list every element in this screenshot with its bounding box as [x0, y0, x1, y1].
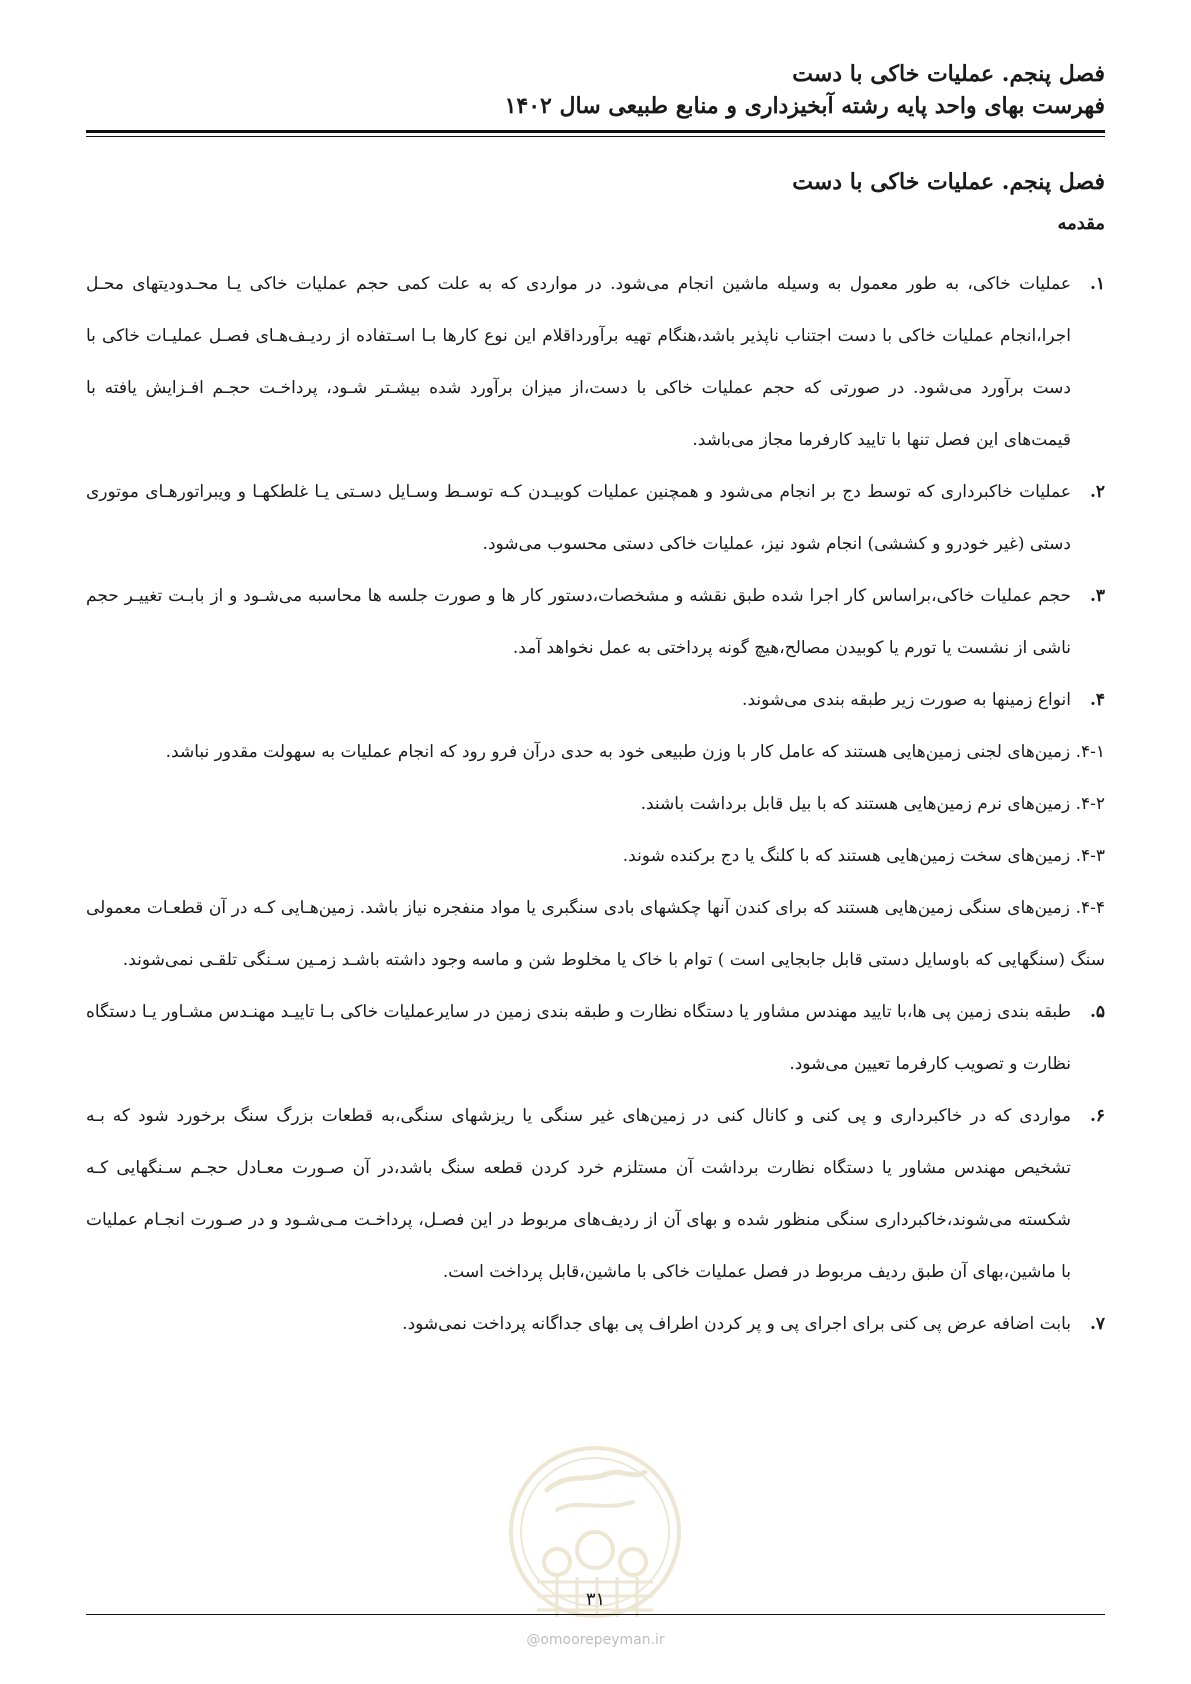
- page-content: [86, 160, 1105, 1350]
- watermark-gear-left-icon: [544, 1549, 570, 1575]
- header-chapter-title: فصل پنجم. عملیات خاکی با دست: [792, 61, 1105, 87]
- list-item-number: ۳.: [1089, 586, 1105, 606]
- list-item: [86, 570, 1105, 674]
- list-item: [86, 1090, 1105, 1298]
- section-subtitle: مقدمه: [1057, 213, 1105, 234]
- list-item-text: مواردی که در خاکبرداری و پی کنی و کانال کنی در زمین‌های غیر سنگی یا ریزشهای سنگی،به قطعات بزرگ سنگ برخورد شود که بـه تشخیص مهندس مشاور یا دستگاه نظارت برداشت آن مستلزم خرد کردن قطعه سنگ باشد،در آن صـورت معـادل حجـم سـنگهایی کـه شکسته می‌شوند،خاکبرداری سنگی منظور شده و بهای آن از ردیف‌های مربوط در این فصـل، پرداخـت مـی‌شـود و در صـورت انجـام عملیات با ماشین،بهای آن طبق ردیف مربوط در فصل عملیات خاکی با ماشین،قابل پرداخت است.: [86, 1106, 1071, 1282]
- list-item-text: طبقه بندی زمین پی ها،با تایید مهندس مشاور یا دستگاه نظارت و طبقه بندی زمین در سایرعملیات خاکی بـا تاییـد مهنـدس مشـاور یـا دستگاه نظارت و تصویب کارفرما تعیین می‌شود.: [86, 1002, 1071, 1074]
- list-item: [86, 258, 1105, 466]
- watermark-calligraphy-stroke-icon: [557, 1502, 633, 1510]
- sub-item: ۴-۱. زمین‌های لجنی زمین‌هایی هستند که عامل کار با وزن طبیعی خود به حدی درآن فرو رود که انجام عملیات به سهولت مقدور نباشد.: [165, 742, 1105, 762]
- list-item-text: حجم عملیات خاکی،براساس کار اجرا شده طبق نقشه و مشخصات،دستور کار ها و صورت جلسه ها محاسبه می‌شـود و از بابـت تغییـر حجم ناشی از نشست یا تورم یا کوبیدن مصالح،هیچ گونه پرداختی به عمل نخواهد آمد.: [86, 586, 1071, 658]
- list-item-text: عملیات خاکبرداری که توسط دج بر انجام می‌شود و همچنین عملیات کوبیـدن کـه توسـط وسـایل دسـتی یـا غلطکهـا و ویبراتورهـای موتوری دستی (غیر خودرو و کششی) انجام شود نیز، عملیات خاکی دستی محسوب می‌شود.: [86, 482, 1071, 554]
- header-rule-thick: [86, 130, 1105, 133]
- sub-item: ۴-۴. زمین‌های سنگی زمین‌هایی هستند که برای کندن آنها چکشهای بادی سنگبری یا مواد منفجره نیاز باشد. زمین‌هـایی کـه در آن قطعـات معمولی سنگ (سنگهایی که باوسایل دستی قابل جابجایی است ) توام با خاک یا مخلوط شن و ماسه وجود داشته باشـد زمـین سـنگی تلقـی نمی‌شوند.: [86, 898, 1105, 970]
- watermark-gear-center-icon: [577, 1532, 613, 1568]
- list-item-text: عملیات خاکی، به طور معمول به وسیله ماشین انجام می‌شود. در مواردی که به علت کمی حجم عملیات خاکی یـا محـدودیتهای محـل اجرا،انجام عملیات خاکی با دست اجتناب ناپذیر باشد،هنگام تهیه برآورداقلام این نوع کارها بـا اسـتفاده از ردیـف‌هـای فصـل عملیـات خاکی با دست برآورد می‌شود. در صورتی که حجم عملیات خاکی با دست،از میزان برآورد شده بیشـتر شـود، پرداخـت حجـم افـزایش یافته با قیمت‌های این فصل تنها با تایید کارفرما مجاز می‌باشد.: [86, 274, 1071, 450]
- list-item: [86, 466, 1105, 570]
- list-item: [86, 674, 1105, 726]
- list-item-number: ۷.: [1089, 1314, 1105, 1334]
- list-item: [86, 1298, 1105, 1350]
- watermark-gear-right-icon: [620, 1549, 646, 1575]
- list-item-number: ۶.: [1089, 1106, 1105, 1126]
- list-item-text: انواع زمینها به صورت زیر طبقه بندی می‌شوند.: [742, 690, 1071, 710]
- list-item-number: ۱.: [1089, 274, 1105, 294]
- sub-item: ۴-۲. زمین‌های نرم زمین‌هایی هستند که با بیل قابل برداشت باشند.: [640, 794, 1105, 814]
- list-item-number: ۲.: [1089, 482, 1105, 502]
- watermark-calligraphy-icon: [547, 1472, 645, 1490]
- watermark-url: @omoorepeyman.ir: [526, 1632, 665, 1648]
- list-item-number: ۴.: [1089, 690, 1105, 710]
- list-item-number: ۵.: [1089, 1002, 1105, 1022]
- header-rule-thin: [86, 136, 1105, 137]
- page-number: ۳۱: [585, 1589, 606, 1610]
- page-header: [86, 58, 1105, 122]
- header-document-title: فهرست بهای واحد پایه رشته آبخیزداری و منابع طبیعی سال ۱۴۰۲: [504, 93, 1105, 119]
- sub-item: ۴-۳. زمین‌های سخت زمین‌هایی هستند که با کلنگ یا دج برکنده شوند.: [622, 846, 1105, 866]
- footer-rule: [86, 1614, 1105, 1615]
- list-item: [86, 986, 1105, 1090]
- list-item-text: بابت اضافه عرض پی کنی برای اجرای پی و پر کردن اطراف پی بهای جداگانه پرداخت نمی‌شود.: [402, 1314, 1071, 1334]
- section-title: فصل پنجم. عملیات خاکی با دست: [792, 169, 1105, 195]
